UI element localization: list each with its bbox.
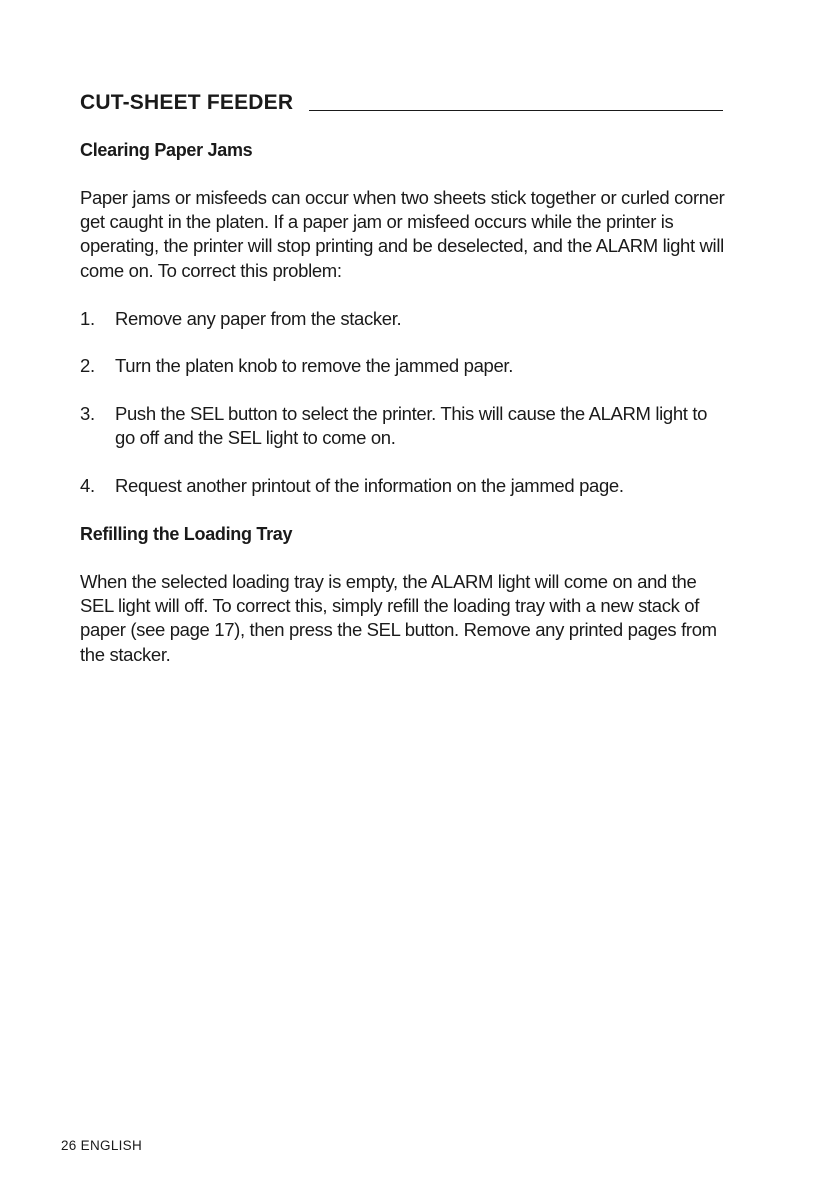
step-number: 3. [80,403,95,424]
step-item [80,307,730,331]
refilling-paragraph: When the selected loading tray is empty, the ALARM light will come on and the SEL light will off. To correct this, simply refill the loading tray with a new stack of paper (see page 17), then press the SEL button. Remove any printed pages from the stacker. [80,571,717,665]
refilling-loading-tray-heading: Refilling the Loading Tray [80,524,293,544]
section-header [80,90,723,116]
step-text: Request another printout of the information on the jammed page. [115,475,624,496]
section-title: CUT-SHEET FEEDER [80,91,294,114]
step-item [80,474,730,498]
clearing-intro-paragraph: Paper jams or misfeeds can occur when two sheets stick together or curled corner get caught in the platen. If a paper jam or misfeed occurs while the printer is operating, the printer will stop printing and be deselected, and the ALARM light will come on. To correct this problem: [80,187,725,281]
step-text: Remove any paper from the stacker. [115,308,402,329]
step-item [80,402,730,450]
step-number: 1. [80,308,95,329]
step-text: Turn the platen knob to remove the jammed paper. [115,355,513,376]
step-text: Push the SEL button to select the printer. This will cause the ALARM light to go off and the SEL light to come on. [115,403,708,449]
step-number: 2. [80,355,95,376]
clearing-paper-jams-heading: Clearing Paper Jams [80,140,253,160]
header-rule [309,110,723,111]
step-number: 4. [80,475,95,496]
page-footer: 26 ENGLISH [61,1138,143,1153]
step-item [80,354,730,378]
